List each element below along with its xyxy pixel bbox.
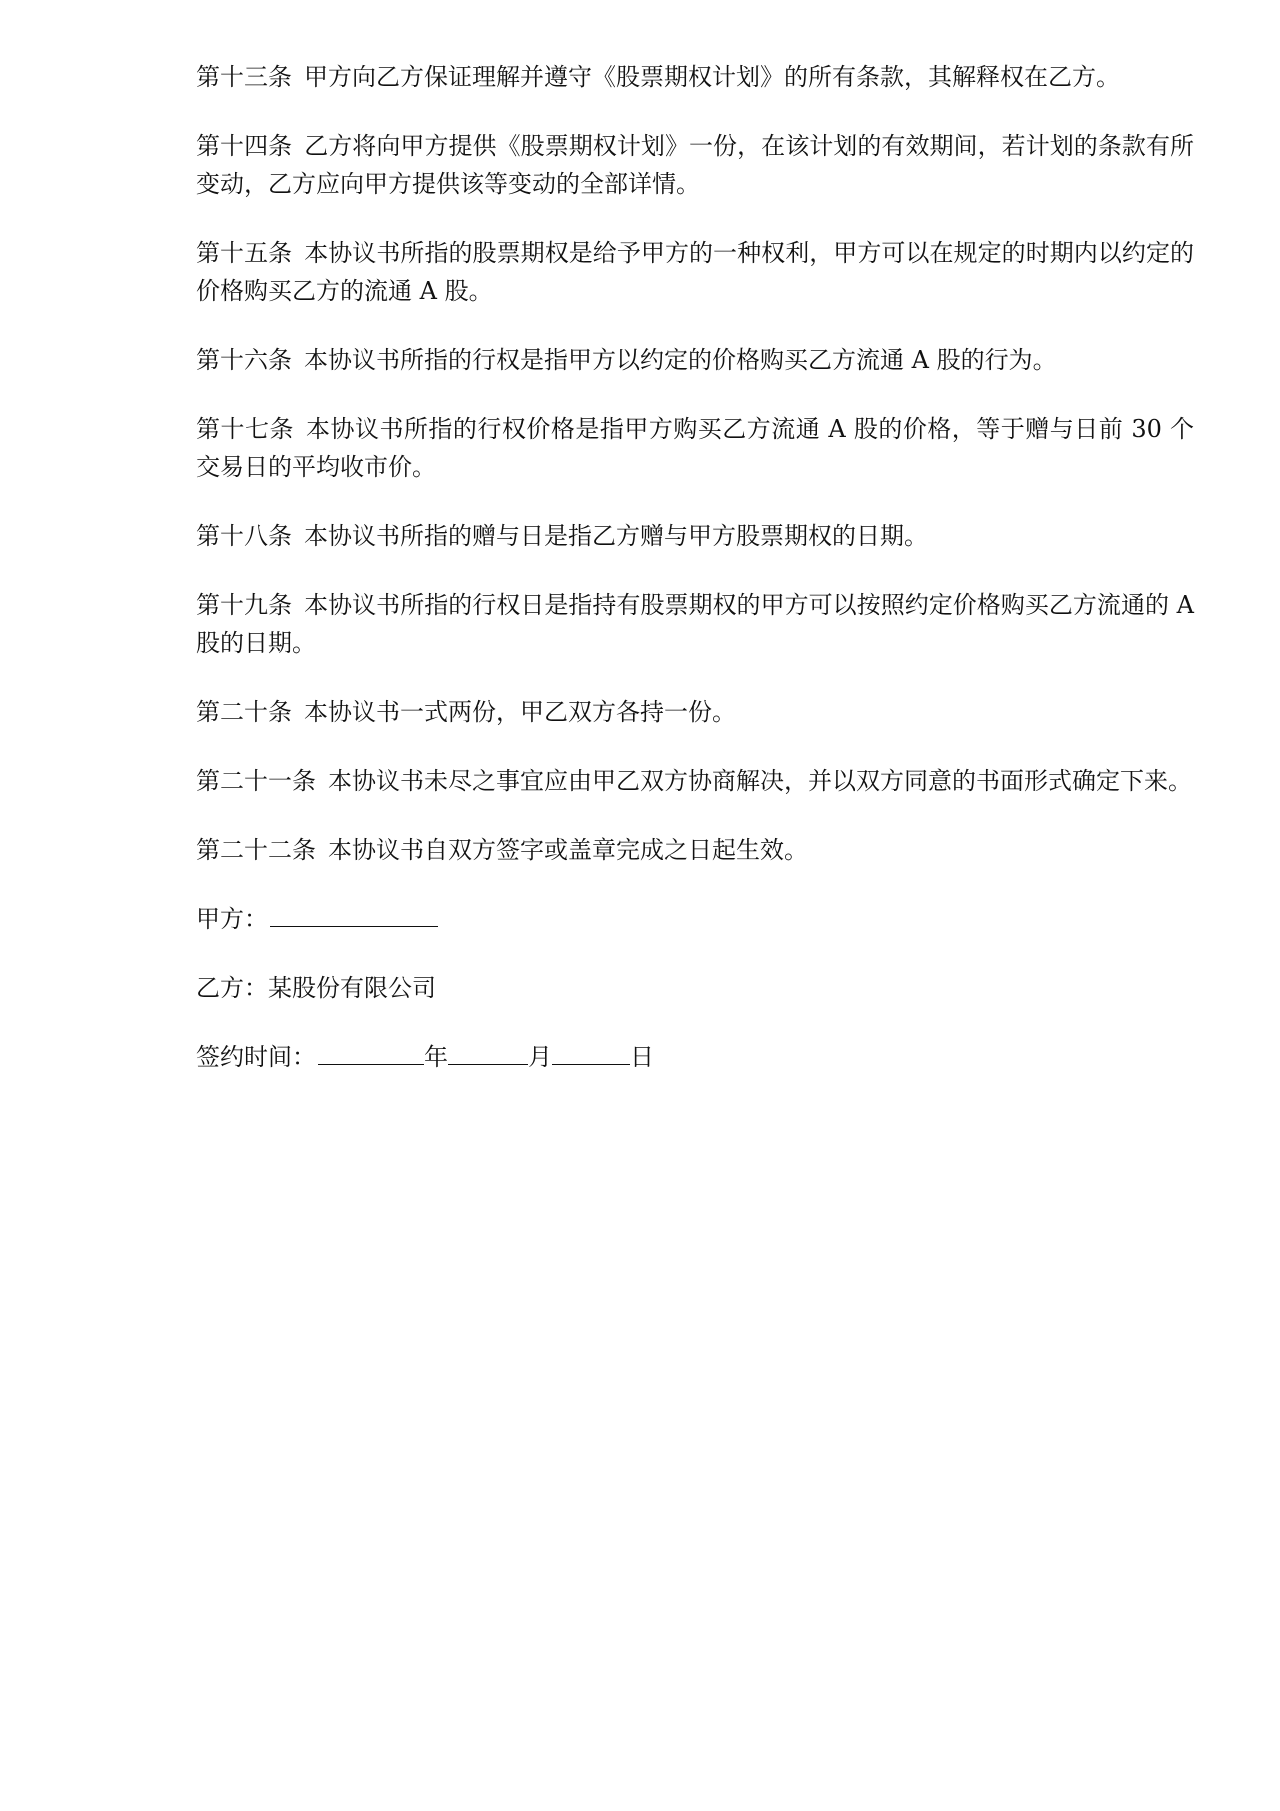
clause-number: 第十三条 — [196, 63, 292, 91]
clause-19 — [196, 586, 1194, 662]
clause-17 — [196, 410, 1194, 486]
clause-number: 第十七条 — [196, 415, 294, 443]
party-a-blank — [270, 900, 438, 927]
clause-text: 本协议书所指的赠与日是指乙方赠与甲方股票期权的日期。 — [304, 522, 928, 550]
date-label: 签约时间： — [196, 1043, 316, 1071]
clause-text: 本协议书所指的行权是指甲方以约定的价格购买乙方流通 A 股的行为。 — [304, 346, 1057, 374]
clause-text: 本协议书自双方签字或盖章完成之日起生效。 — [328, 836, 808, 864]
clause-text: 本协议书所指的行权日是指持有股票期权的甲方可以按照约定价格购买乙方流通的 A 股的日期。 — [196, 591, 1194, 657]
day-blank — [552, 1038, 630, 1065]
clause-15 — [196, 234, 1194, 310]
month-blank — [448, 1038, 528, 1065]
clause-13 — [196, 58, 1194, 96]
clause-text: 本协议书所指的股票期权是给予甲方的一种权利，甲方可以在规定的时期内以约定的价格购买乙方的流通 A 股。 — [196, 239, 1195, 305]
clause-20 — [196, 693, 1194, 731]
month-label: 月 — [528, 1043, 552, 1071]
clause-number: 第二十二条 — [196, 836, 316, 864]
clause-21 — [196, 762, 1194, 800]
document-body — [196, 58, 1194, 1107]
clause-number: 第二十条 — [196, 698, 292, 726]
clause-number: 第十五条 — [196, 239, 293, 267]
clause-number: 第十九条 — [196, 591, 293, 619]
year-label: 年 — [424, 1043, 448, 1071]
clause-text: 本协议书一式两份，甲乙双方各持一份。 — [304, 698, 736, 726]
party-b-name: 某股份有限公司 — [268, 974, 436, 1002]
year-blank — [318, 1038, 424, 1065]
party-a-label: 甲方： — [196, 905, 268, 933]
clause-number: 第十四条 — [196, 132, 293, 160]
clause-18 — [196, 517, 1194, 555]
clause-14 — [196, 127, 1194, 203]
day-label: 日 — [630, 1043, 654, 1071]
clause-number: 第二十一条 — [196, 767, 316, 795]
signing-date-line — [196, 1038, 1194, 1076]
party-b-signature-line — [196, 969, 1194, 1007]
clause-text: 乙方将向甲方提供《股票期权计划》一份，在该计划的有效期间，若计划的条款有所变动，乙方应向甲方提供该等变动的全部详情。 — [196, 132, 1195, 198]
clause-text: 甲方向乙方保证理解并遵守《股票期权计划》的所有条款，其解释权在乙方。 — [304, 63, 1120, 91]
clause-number: 第十六条 — [196, 346, 292, 374]
clause-22 — [196, 831, 1194, 869]
clause-16 — [196, 341, 1194, 379]
clause-text: 本协议书未尽之事宜应由甲乙双方协商解决，并以双方同意的书面形式确定下来。 — [328, 767, 1192, 795]
party-b-label: 乙方： — [196, 974, 268, 1002]
clause-text: 本协议书所指的行权价格是指甲方购买乙方流通 A 股的价格，等于赠与日前 30 个交易日的平均收市价。 — [196, 415, 1195, 481]
clause-number: 第十八条 — [196, 522, 292, 550]
party-a-signature-line — [196, 900, 1194, 938]
